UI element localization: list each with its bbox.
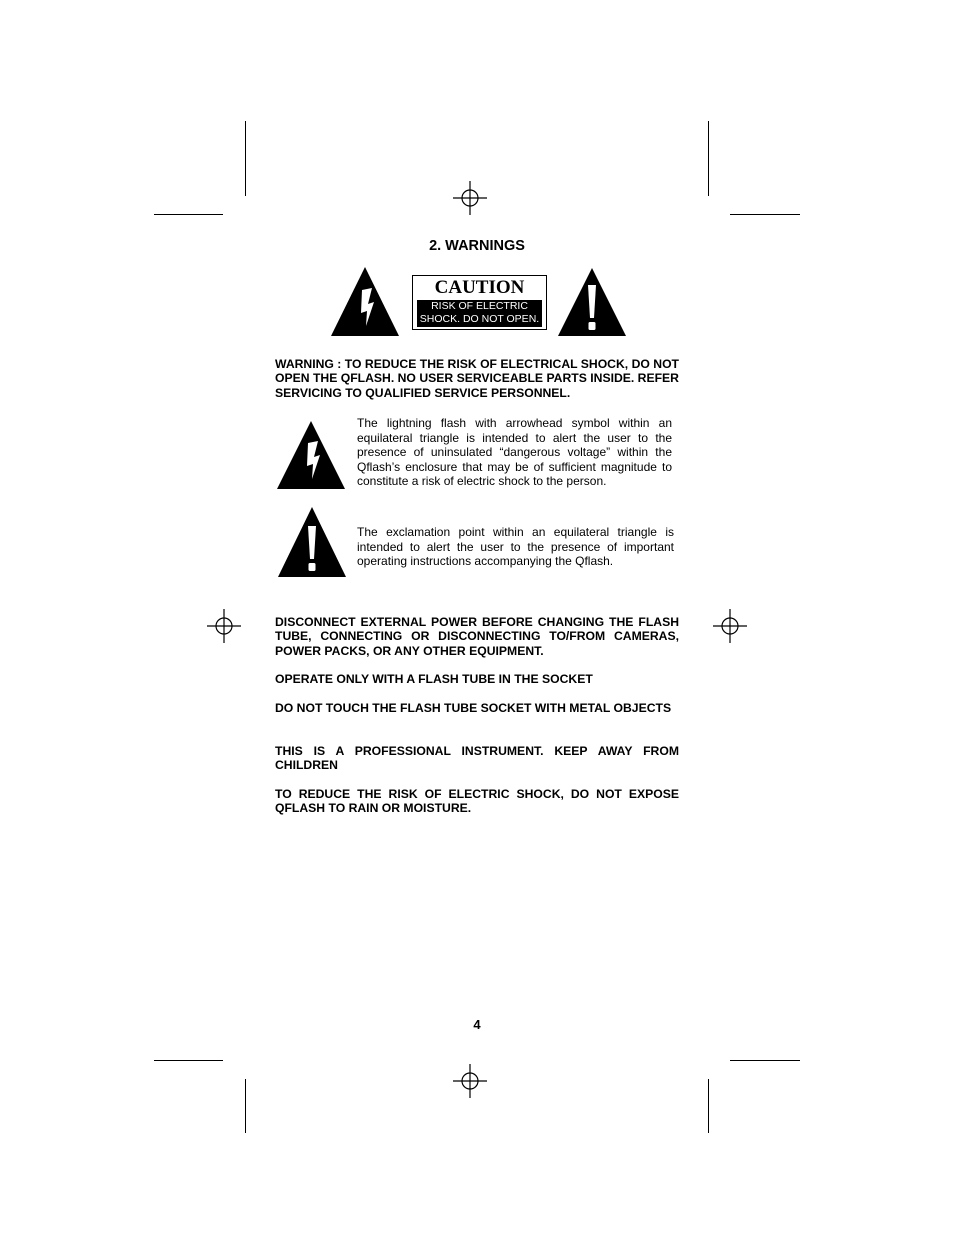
lightning-warning-icon <box>330 266 400 337</box>
warning-paragraph: WARNING : TO REDUCE THE RISK OF ELECTRICAL SHOCK, DO NOT OPEN THE QFLASH. NO USER SERVICEABLE PARTS INSIDE. REFER SERVICING TO QUALIFIED SERVICE PERSONNEL. <box>275 357 679 400</box>
caution-subtitle <box>417 300 542 327</box>
crop-mark <box>154 1060 223 1061</box>
crop-mark <box>708 121 709 196</box>
caution-label <box>412 275 547 330</box>
exclamation-warning-icon <box>557 267 627 337</box>
instruction-item: DO NOT TOUCH THE FLASH TUBE SOCKET WITH METAL OBJECTS <box>275 701 672 715</box>
caution-line-2: SHOCK. DO NOT OPEN. <box>419 313 540 325</box>
instruction-item: DISCONNECT EXTERNAL POWER BEFORE CHANGING THE FLASH TUBE, CONNECTING OR DISCONNECTING TO/FROM CAMERAS, POWER PACKS, OR ANY OTHER EQUIPMENT. <box>275 615 679 658</box>
crop-mark <box>154 214 223 215</box>
exclamation-warning-icon <box>277 506 347 578</box>
page-number: 4 <box>473 1017 481 1032</box>
lightning-warning-icon <box>276 420 346 490</box>
section-title: 2. WARNINGS <box>429 238 525 254</box>
exclamation-symbol-description: The exclamation point within an equilateral triangle is intended to alert the user to the presence of important operating instructions accompanying the Qflash. <box>357 525 674 568</box>
registration-mark-icon <box>453 1064 487 1098</box>
crop-mark <box>708 1079 709 1133</box>
registration-mark-icon <box>207 609 241 643</box>
instruction-item: THIS IS A PROFESSIONAL INSTRUMENT. KEEP AWAY FROM CHILDREN <box>275 744 679 773</box>
registration-mark-icon <box>713 609 747 643</box>
caution-line-1: RISK OF ELECTRIC <box>431 300 528 312</box>
lightning-symbol-description: The lightning flash with arrowhead symbol within an equilateral triangle is intended to alert the user to the presence of uninsulated “dangerous voltage” within the Qflash’s enclosure that may be of sufficient magnitude to constitute a risk of electric shock to the person. <box>357 416 672 488</box>
registration-mark-icon <box>453 181 487 215</box>
crop-mark <box>730 214 800 215</box>
crop-mark <box>730 1060 800 1061</box>
caution-title: CAUTION <box>434 277 525 298</box>
instruction-item: OPERATE ONLY WITH A FLASH TUBE IN THE SOCKET <box>275 672 593 686</box>
crop-mark <box>245 121 246 196</box>
instruction-item: TO REDUCE THE RISK OF ELECTRIC SHOCK, DO NOT EXPOSE QFLASH TO RAIN OR MOISTURE. <box>275 787 679 816</box>
crop-mark <box>245 1079 246 1133</box>
